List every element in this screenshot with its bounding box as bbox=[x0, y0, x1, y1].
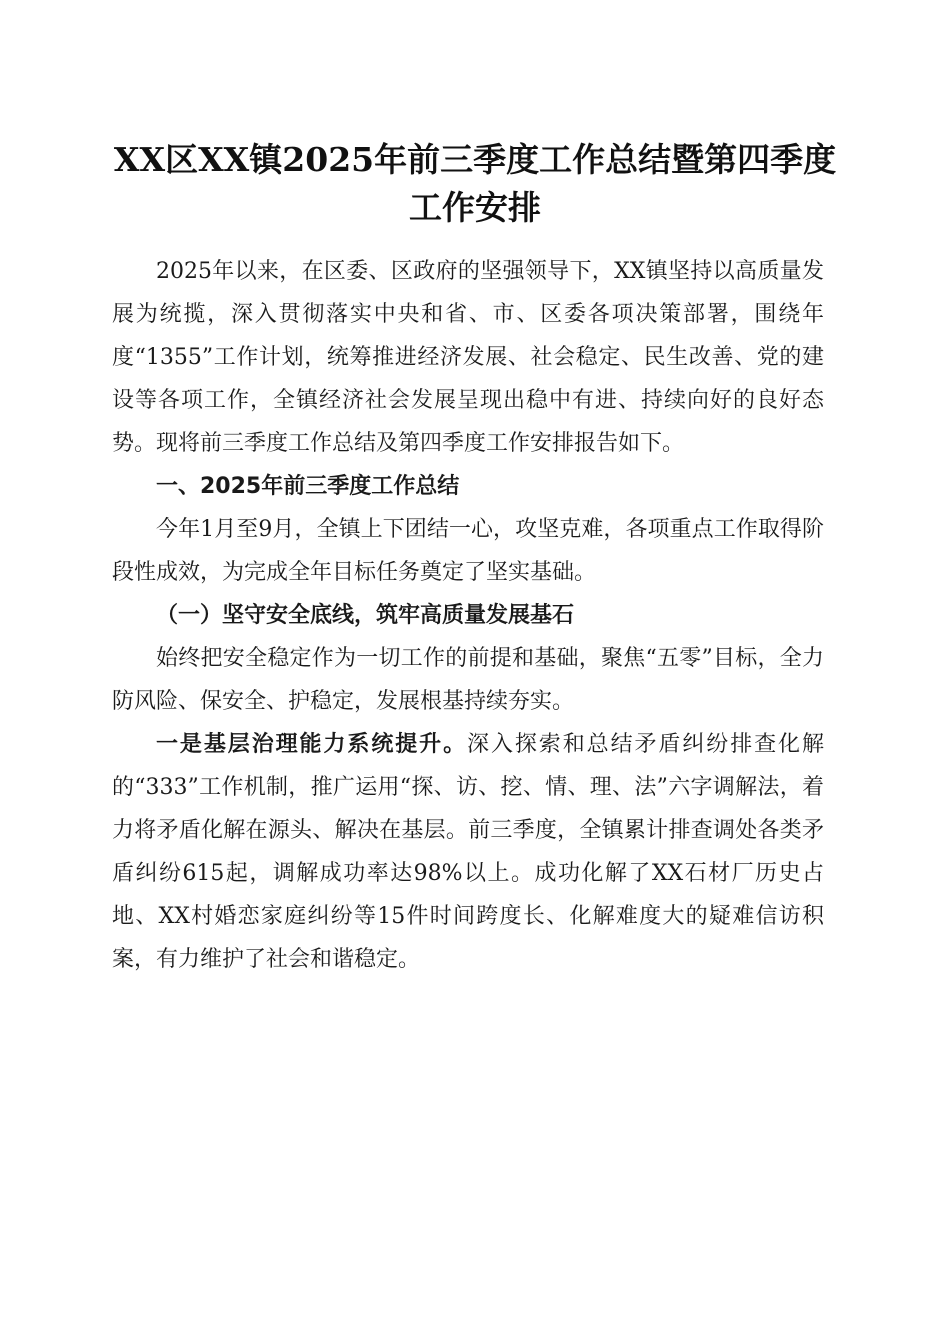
section-heading: 一、2025年前三季度工作总结 bbox=[156, 474, 460, 499]
point-lead: 一是基层治理能力系统提升。 bbox=[156, 731, 468, 757]
point-text: 深入探索和总结矛盾纠纷排查化解的“333”工作机制，推广运用“探、访、挖、情、理、法”六字调解法，着力将矛盾化解在源头、解决在基层。前三季度，全镇累计排查调处各类矛盾纠纷615起，调解成功率达98%以上。成功化解了XX石材厂历史占地、XX村婚恋家庭纠纷等15件时间跨度长、化解难度大的疑难信访积案，有力维护了社会和谐稳定。 bbox=[112, 732, 824, 972]
point-paragraph bbox=[112, 723, 824, 981]
section-intro-paragraph: 今年1月至9月，全镇上下团结一心，攻坚克难，各项重点工作取得阶段性成效，为完成全年目标任务奠定了坚实基础。 bbox=[112, 517, 824, 585]
subsection-intro-paragraph: 始终把安全稳定作为一切工作的前提和基础，聚焦“五零”目标，全力防风险、保安全、护稳定，发展根基持续夯实。 bbox=[112, 646, 824, 714]
intro-paragraph: 2025年以来，在区委、区政府的坚强领导下，XX镇坚持以高质量发展为统揽，深入贯彻落实中央和省、市、区委各项决策部署，围绕年度“1355”工作计划，统筹推进经济发展、社会稳定、民生改善、党的建设等各项工作，全镇经济社会发展呈现出稳中有进、持续向好的良好态势。现将前三季度工作总结及第四季度工作安排报告如下。 bbox=[112, 259, 824, 456]
document-body bbox=[112, 250, 824, 981]
subsection-heading: （一）坚守安全底线，筑牢高质量发展基石 bbox=[156, 602, 575, 628]
document-title: XX区XX镇2025年前三季度工作总结暨第四季度工作安排 bbox=[113, 140, 837, 227]
